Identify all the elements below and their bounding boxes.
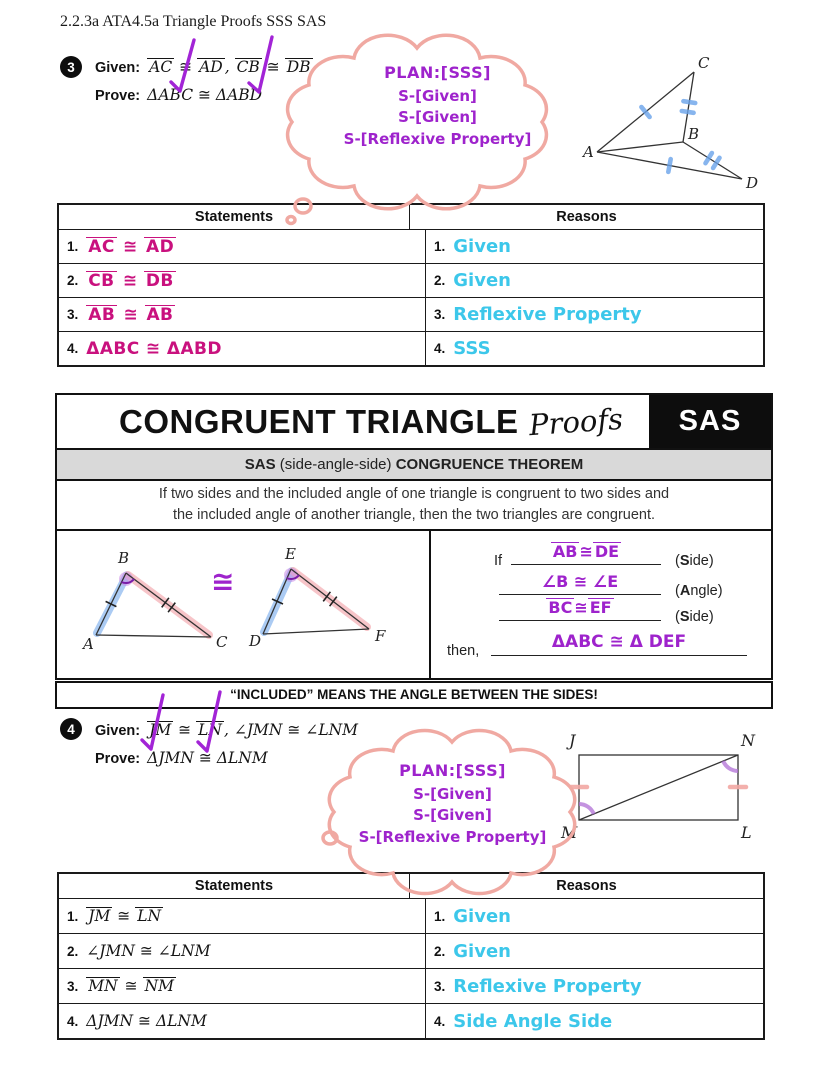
row-number: 3. [434, 978, 446, 994]
band-side-angle-side: (side-angle-side) [275, 456, 396, 473]
vertex-label-B: B [688, 125, 700, 143]
fill-blank-side1[interactable] [511, 542, 661, 565]
vertex-label-M: M [561, 823, 578, 842]
table-row [59, 1004, 763, 1038]
problem3-given-math [147, 58, 312, 76]
segment-JM: JM [149, 721, 172, 739]
vertex-label-A: A [583, 143, 594, 161]
vertex-label-D: D [249, 632, 262, 650]
problem3-triangle-diagram [575, 32, 775, 192]
side-tag-2: (Side) [675, 609, 714, 625]
included-banner: “INCLUDED” MEANS THE ANGLE BETWEEN THE SIDES! [55, 681, 773, 709]
page-title: 2.2.3a ATA4.5a Triangle Proofs SSS SAS [60, 13, 327, 30]
angle-LNM: ∠LNM [305, 721, 359, 739]
theorem-line-2: the included angle of another triangle, then the two triangles are congruent. [172, 507, 656, 523]
problem4-prove-math: ΔJMN ≅ ΔLNM [147, 749, 268, 767]
fill-blank-angle[interactable] [499, 572, 661, 595]
statement-4: ΔABC ≅ ΔABD [86, 338, 222, 359]
segment-CB: CB [236, 58, 260, 76]
fill-blank-side2[interactable] [499, 598, 661, 621]
row-number: 4. [67, 1013, 79, 1029]
congruent-triangles-diagram [63, 533, 423, 673]
plan-line: S-[Given] [398, 87, 477, 105]
segment-DB: DB [286, 58, 311, 76]
table-row [59, 899, 763, 934]
theorem-line-1: If two sides and the included angle of one triangle is congruent to two sides and [158, 486, 670, 502]
rectangle-edges [579, 755, 738, 820]
congruent-triangles-cell [57, 531, 431, 678]
sas-badge: SAS [649, 395, 771, 448]
angle-JMN: ∠JMN [233, 721, 283, 739]
vertex-label-A: A [83, 635, 94, 653]
congruence-tick-marks [641, 101, 719, 172]
reason-1: Given [453, 236, 511, 257]
problem4-number-badge: 4 [60, 718, 82, 740]
statement-1: JM ≅ LN [88, 906, 162, 925]
vertex-label-F: F [375, 627, 386, 645]
table-row [59, 934, 763, 969]
congruent-symbol: ≅ [178, 721, 192, 739]
vertex-label-J: J [569, 731, 576, 750]
plan-line: PLAN:[SSS] [384, 63, 491, 82]
sas-theorem-box [55, 393, 773, 680]
proof-table-problem4 [57, 872, 765, 1040]
sas-title-row [57, 395, 771, 448]
congruent-symbol-between-triangles: ≅ [211, 565, 235, 598]
reason-2: Given [453, 940, 511, 962]
reason-3: Reflexive Property [453, 975, 642, 997]
plan-line: S-[Reflexive Property] [358, 828, 547, 846]
problem3-plan-bubble-text [320, 60, 555, 151]
row-number: 3. [67, 978, 79, 994]
statements-header: Statements [59, 874, 410, 898]
answer-side2: BC ≅ EF [548, 598, 612, 617]
table-row [59, 264, 763, 298]
statement-2: ∠JMN ≅ ∠LNM [86, 942, 211, 960]
given-label: Given: [95, 723, 141, 739]
congruent-symbol: ≅ [266, 58, 280, 76]
reason-1: Given [453, 905, 511, 927]
answer-then: ΔABC ≅ Δ DEF [551, 632, 687, 652]
fill-blank-then[interactable] [491, 632, 747, 656]
prove-label: Prove: [95, 751, 141, 767]
side-tag-1: (Side) [675, 553, 714, 569]
angle-arc-M [579, 804, 594, 814]
table-row [59, 969, 763, 1004]
row-number: 3. [434, 307, 446, 322]
statement-1: AC ≅ AD [88, 236, 175, 257]
problem4-plan-bubble-text [335, 758, 570, 849]
statements-header: Statements [59, 205, 410, 229]
table-row [59, 230, 763, 264]
problem3-given-row [95, 58, 313, 76]
row-number: 2. [434, 943, 446, 959]
then-label: then, [447, 643, 480, 659]
row-number: 1. [434, 908, 446, 924]
reason-2: Given [453, 270, 511, 291]
reason-4: Side Angle Side [453, 1010, 613, 1032]
row-number: 4. [434, 1013, 446, 1029]
reason-3: Reflexive Property [453, 304, 642, 325]
segment-AD: AD [199, 58, 223, 76]
congruent-triangle-title: CONGRUENT TRIANGLE [119, 402, 519, 440]
reasons-header: Reasons [556, 209, 617, 225]
vertex-label-C: C [698, 54, 710, 72]
congruent-symbol: ≅ [179, 58, 193, 76]
sas-content-row [57, 529, 771, 678]
proof-table-problem3 [57, 203, 765, 367]
vertex-label-C: C [216, 633, 228, 651]
vertex-label-D: D [746, 174, 759, 192]
if-label: If [494, 553, 503, 569]
plan-line: S-[Given] [413, 806, 492, 824]
theorem-statement [57, 481, 771, 529]
comma: , [223, 721, 229, 739]
vertex-label-N: N [741, 731, 755, 750]
problem4-prove-row [95, 749, 268, 767]
row-number: 2. [434, 273, 446, 288]
vertex-label-B: B [118, 549, 130, 567]
row-number: 4. [434, 341, 446, 356]
plan-line: S-[Given] [413, 785, 492, 803]
row-number: 1. [67, 908, 79, 924]
row-number: 1. [67, 239, 79, 254]
plan-line: S-[Reflexive Property] [343, 130, 532, 148]
comma: , [224, 58, 230, 76]
band-sas: SAS [244, 456, 276, 473]
table-header-row [59, 205, 763, 230]
row-number: 2. [67, 273, 79, 288]
band-congruence-theorem: CONGRUENCE THEOREM [395, 456, 584, 473]
segment-LN: LN [198, 721, 222, 739]
statement-4: ΔJMN ≅ ΔLNM [86, 1012, 207, 1030]
answer-angle: ∠B ≅ ∠E [541, 572, 619, 591]
problem3-prove-row [95, 86, 262, 104]
prove-label: Prove: [95, 88, 141, 104]
plan-line: PLAN:[SSS] [399, 761, 506, 780]
problem4-rectangle-diagram [555, 726, 770, 851]
vertex-label-E: E [285, 545, 296, 563]
angle-tag: (Angle) [675, 583, 723, 599]
problem4-given-row [95, 721, 358, 739]
segment-AC: AC [149, 58, 173, 76]
statement-3: MN ≅ NM [88, 976, 175, 995]
reasons-header: Reasons [556, 878, 617, 894]
given-label: Given: [95, 60, 141, 76]
vertex-label-L: L [741, 823, 752, 842]
angle-arc-N [723, 761, 738, 771]
proofs-script-word: Proofs [527, 401, 624, 442]
answer-side1: AB ≅ DE [552, 542, 620, 561]
row-number: 4. [67, 341, 79, 356]
row-number: 2. [67, 943, 79, 959]
congruent-symbol: ≅ [287, 721, 301, 739]
reason-4: SSS [453, 338, 491, 359]
problem3-prove-math: ΔABC ≅ ΔABD [147, 86, 263, 104]
table-header-row [59, 874, 763, 899]
problem3-number-badge: 3 [60, 56, 82, 78]
row-number: 3. [67, 307, 79, 322]
fill-in-cell [431, 531, 771, 678]
statement-3: AB ≅ AB [88, 304, 174, 325]
statement-2: CB ≅ DB [88, 270, 174, 291]
sas-congruence-theorem-band [57, 448, 771, 481]
row-number: 1. [434, 239, 446, 254]
plan-line: S-[Given] [398, 108, 477, 126]
problem4-given-math [147, 721, 358, 739]
table-row [59, 332, 763, 365]
table-row [59, 298, 763, 332]
